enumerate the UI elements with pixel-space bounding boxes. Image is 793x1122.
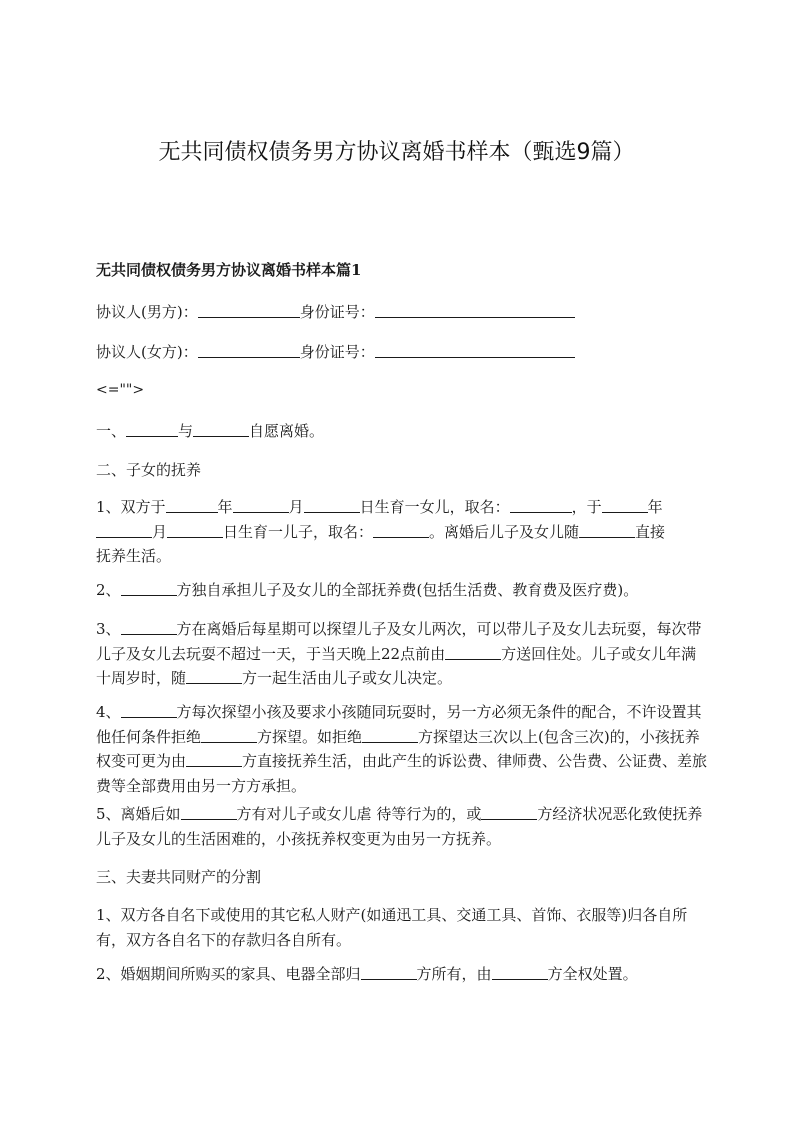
document-title: 无共同债权债务男方协议离婚书样本（甄选9篇）	[158, 140, 635, 165]
text: 方直接抚养生活，由此产生的诉讼费、律师费、公告费、公证费、差旅费等全部费用由另一方方承担。	[96, 752, 708, 795]
female-id-label: 身份证号：	[299, 343, 375, 361]
text: 3、	[96, 620, 121, 638]
male-party-line	[96, 302, 708, 323]
text: 直接	[635, 522, 666, 541]
blank	[186, 751, 242, 767]
blank	[186, 668, 242, 684]
clause-text: 自愿离婚。	[249, 422, 325, 440]
text: 2、	[96, 581, 121, 599]
text: 4、	[96, 703, 121, 721]
text: 方送回住处。儿子或女儿年满十周岁时，随	[96, 644, 697, 687]
text: 方全权处置。	[547, 965, 638, 983]
section-property: 三、夫妻共同财产的分割	[96, 868, 262, 886]
male-id-label: 身份证号：	[299, 303, 375, 321]
text: 方独自承担儿子及女儿的全部抚养费(包括生活费、教育费及医疗费)。	[176, 581, 639, 599]
male-party-label: 协议人(男方)：	[96, 303, 198, 321]
text: 方经济状况恶化致使抚养儿子及女儿的生活困难的，小孩抚养权变更为由另一方抚养。	[96, 805, 703, 848]
paragraph-cooperation	[96, 700, 710, 798]
clause-and: 与	[178, 422, 194, 440]
paragraph-support-fee	[96, 578, 710, 603]
clause-number: 一、	[96, 422, 127, 440]
text: 日生育一儿子，取名：	[223, 522, 374, 541]
blank	[445, 644, 501, 660]
text: 方探望。如拒绝	[257, 727, 363, 746]
blank	[481, 804, 537, 820]
blank	[166, 497, 218, 513]
text: 方一起生活由儿子或女儿决定。	[242, 669, 453, 687]
male-name-blank	[198, 302, 300, 318]
blank	[602, 497, 648, 513]
blank	[233, 497, 289, 513]
text: 。离婚后儿子及女儿随	[429, 522, 580, 541]
paragraph-furniture	[96, 962, 710, 987]
female-name-blank	[198, 342, 300, 358]
female-party-line	[96, 342, 708, 363]
blank	[510, 497, 572, 513]
paragraph-custody-change	[96, 802, 710, 851]
blank	[121, 580, 177, 596]
text: 年	[647, 498, 663, 516]
text: ，于	[571, 498, 602, 516]
text: 方每次探望小孩及要求小孩随同玩耍时，另一方必须无条件的配合，不许设置其他任何条件拒绝	[96, 703, 702, 746]
party-a-blank	[126, 421, 178, 437]
blank	[579, 522, 635, 538]
text: 抚养生活。	[96, 547, 172, 565]
text: 方有对儿子或女儿虐 待等行为的，或	[236, 805, 482, 823]
text: 月	[152, 522, 168, 541]
text: 方探望达三次以上(包含三次)的，小孩抚养权变可更为由	[96, 727, 700, 770]
blank	[201, 727, 257, 743]
text: 月	[288, 498, 304, 516]
text: 1、双方于	[96, 498, 166, 516]
blank	[492, 964, 548, 980]
blank	[96, 522, 152, 538]
blank	[167, 522, 223, 538]
text: 方所有，由	[416, 965, 492, 983]
text: 年	[217, 498, 233, 516]
stray-markup-note: <="">	[96, 382, 145, 398]
section-heading: 无共同债权债务男方协议离婚书样本篇1	[96, 261, 362, 279]
blank	[121, 619, 177, 635]
blank	[373, 522, 429, 538]
text: 方在离婚后每星期可以探望儿子及女儿两次，可以带儿子及女儿去玩耍，每次带儿子及女儿去玩耍不超过一天，于当天晚上22点前由	[96, 620, 702, 663]
female-id-blank	[375, 342, 575, 358]
blank	[361, 964, 417, 980]
paragraph-personal-property: 1、双方各自名下或使用的其它私人财产(如通迅工具、交通工具、首饰、衣服等)归各自所有，双方各自名下的存款归各自所有。	[96, 906, 688, 949]
paragraph-birth	[96, 495, 710, 569]
female-party-label: 协议人(女方)：	[96, 343, 198, 361]
blank	[304, 497, 360, 513]
text: 5、离婚后如	[96, 805, 181, 823]
blank	[121, 702, 177, 718]
section-children: 二、子女的抚养	[96, 461, 202, 479]
party-b-blank	[193, 421, 249, 437]
text: 2、婚姻期间所购买的家具、电器全部归	[96, 965, 361, 983]
clause-divorce	[96, 421, 708, 442]
blank	[362, 727, 418, 743]
text: 日生育一女儿，取名：	[359, 498, 510, 516]
paragraph-visitation	[96, 617, 710, 691]
blank	[181, 804, 237, 820]
male-id-blank	[375, 302, 575, 318]
